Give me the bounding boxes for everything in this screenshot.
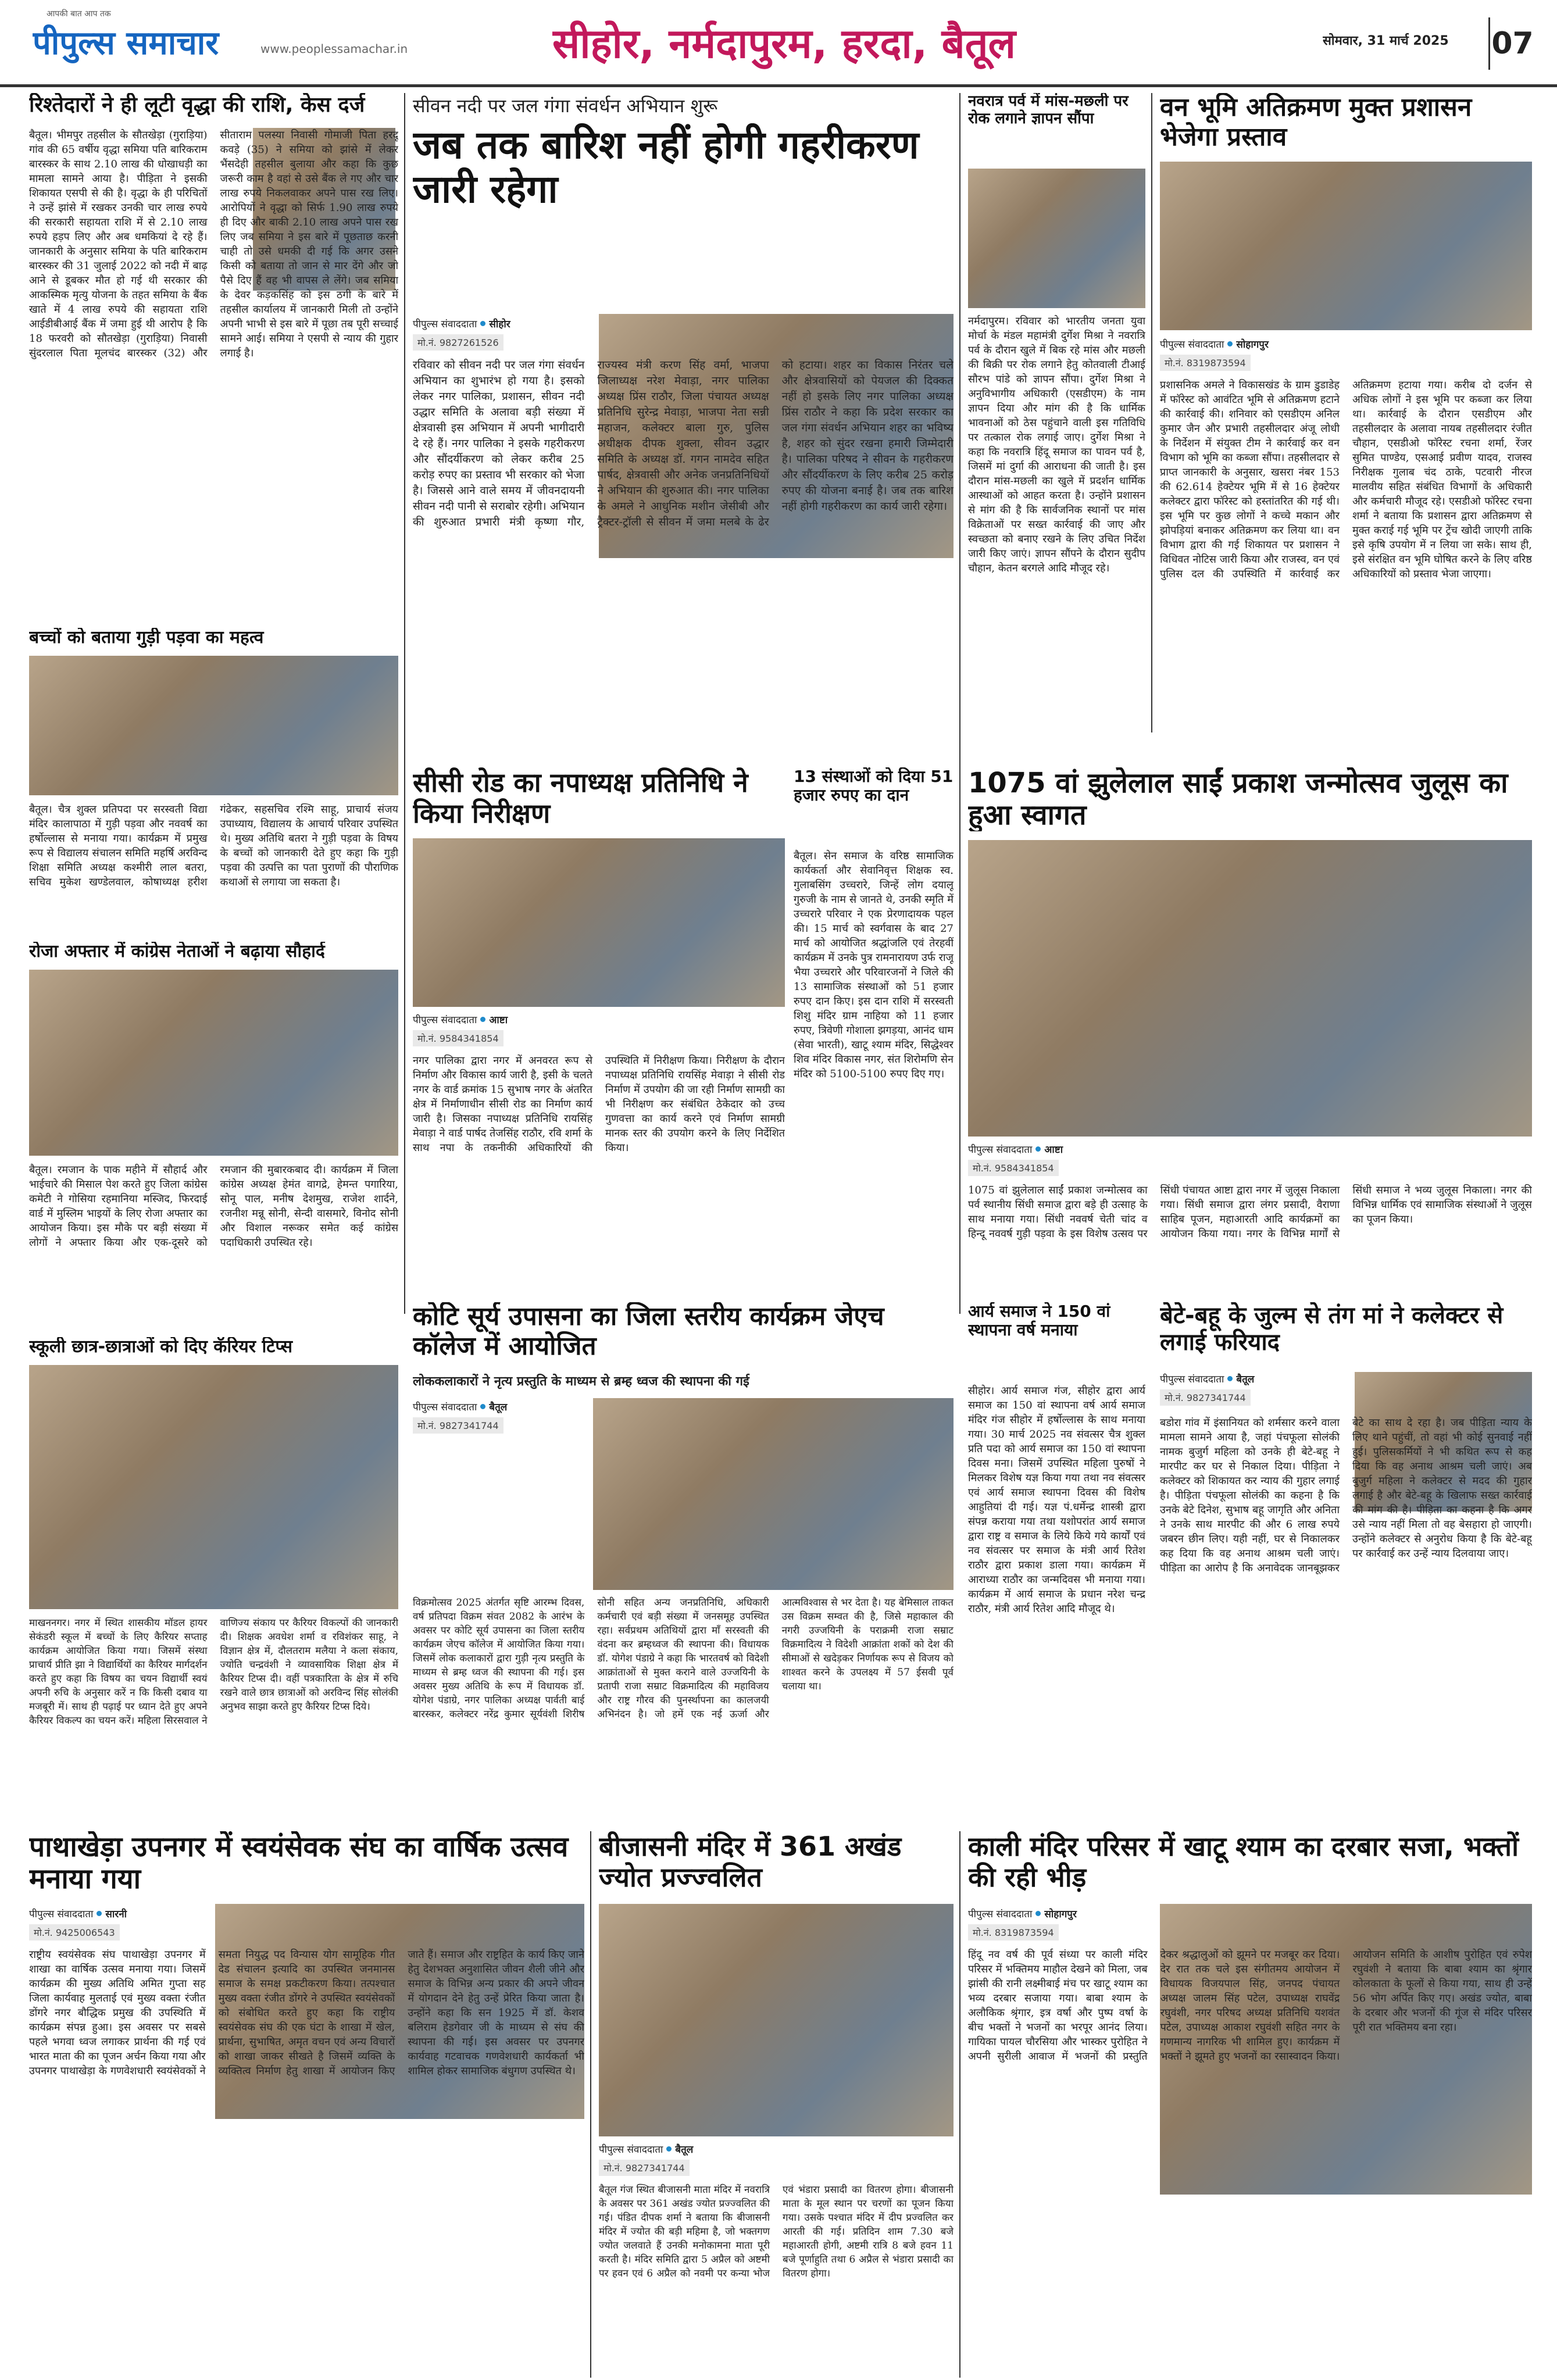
- byline-place: सोहागपुर: [1044, 1909, 1077, 1920]
- article-rss-utsav: [29, 1831, 584, 2372]
- byline-name: पीपुल्स संवाददाता: [413, 1014, 477, 1026]
- article-body: नगर पालिका द्वारा नगर में अनवरत रूप से निर्माण और विकास कार्य जारी है, इसी के चलते नगर के वार्ड क्रमांक 15 सुभाष नगर के अंतरित क्षेत्र में निर्माणाधीन सीसी रोड का निर्माण कार्य जारी है। जिसका नपाध्यक्ष प्रतिनिधि रायसिंह मेवाड़ा ने वार्ड पार्षद तेजसिंह राठौर, रवि शर्मा के साथ नपा के तकनीकी अधिकारियों की उपस्थिति में निरीक्षण किया। निरीक्षण के दौरान नपाध्यक्ष प्रतिनिधि रायसिंह मेवाड़ा ने सीसी रोड निर्माण में उपयोग की जा रही निर्माण सामग्री का भी निरीक्षण कर संबंधित ठेकेदार को उच्च गुणवत्ता का कार्य करने एवं निर्माण सामग्री मानक स्तर की उपयोग करने के लिए निर्देशित किया।: [413, 1055, 785, 1154]
- dot-icon: [1227, 341, 1233, 346]
- byline: [413, 1013, 508, 1026]
- masthead-tagline: आपकी बात आप तक: [47, 9, 111, 19]
- byline-place: आष्टा: [489, 1014, 508, 1026]
- byline-name: पीपुल्स संवाददाता: [413, 319, 477, 330]
- byline: [1160, 337, 1269, 351]
- headline[interactable]: वन भूमि अतिक्रमण मुक्त प्रशासन भेजेगा प्रस्ताव: [1160, 93, 1472, 152]
- article-elder-theft: [29, 93, 398, 605]
- byline: [599, 2142, 693, 2156]
- byline-name: पीपुल्स संवाददाता: [1160, 1374, 1224, 1385]
- page-number: 07: [1488, 17, 1535, 70]
- byline-place: सोहागपुर: [1236, 339, 1269, 351]
- article-donation: [794, 767, 954, 1291]
- mobile-number: मो.नं. 9827341744: [599, 2160, 690, 2176]
- byline-place: सीहोर: [489, 319, 510, 330]
- section-title: सीहोर, नर्मदापुरम, हरदा, बैतूल: [552, 20, 1016, 67]
- byline: [1160, 1372, 1254, 1385]
- column-rule: [959, 1831, 960, 2378]
- mobile-number: मो.नं. 9584341854: [968, 1160, 1059, 1176]
- byline-place: बैतूल: [675, 2144, 694, 2156]
- mobile-number: मो.नं. 9584341854: [413, 1030, 503, 1046]
- article-body: 1075 वां झुलेलाल साईं प्रकाश जन्मोत्सव का पर्व स्थानीय सिंधी समाज द्वारा बड़े ही उत्साह के साथ मनाया गया। सिंधी नववर्ष चेती चांद व हिन्दू नववर्ष गुड़ी पड़वा के इस विशेष उत्सव पर सिंधी पंचायत आष्टा द्वारा नगर में जुलूस निकाला गया। सिंधी समाज द्वारा लंगर प्रसादी, वैराणा साहिब पूजन, महाआरती आदि कार्यक्रमों का आयोजन किया गया। नगर के विभिन्न मार्गों से सिंधी समाज ने भव्य जुलूस निकाला। नगर की विभिन्न धार्मिक एवं सामाजिक संस्थाओं ने जुलूस का पूजन किया।: [968, 1184, 1532, 1240]
- masthead: [0, 0, 1557, 87]
- headline[interactable]: बेटे-बहू के जुल्म से तंग मां ने कलेक्टर से लगाई फरियाद: [1160, 1302, 1504, 1356]
- iftar-photo: [29, 970, 398, 1156]
- article-jhulelal: [968, 767, 1532, 1291]
- article-body: प्रशासनिक अमले ने विकासखंड के ग्राम डुडाडेह में फॉरेस्ट को आवंटित भूमि से अतिक्रमण हटाने की कार्रवाई की। शनिवार को एसडीएम अनिल कुमार जैन और प्रभारी तहसीलदार अंजू लोधी के निर्देशन में संयुक्त टीम ने कार्रवाई कर वन विभाग को भूमि का कब्जा सौंपा। तहसीलदार से प्राप्त जानकारी के अनुसार, खसरा नंबर 153 की 62.614 हेक्टेयर भूमि में से 16 हेक्टेयर कलेक्टर द्वारा फॉरेस्ट को हस्तांतरित की गई थी। इस भूमि पर कुछ लोगों ने कच्चे मकान और झोपड़ियां बनाकर अतिक्रमण कर लिया था। वन विभाग द्वारा की गई शिकायत पर प्रशासन ने विधिवत नोटिस जारी किया और राजस्व, वन एवं पुलिस दल की उपस्थिति में कार्रवाई कर अतिक्रमण हटाया गया। करीब दो दर्जन से अधिक लोगों ने इस भूमि पर कब्जा कर लिया था। कार्रवाई के दौरान एसडीएम और तहसीलदार के अलावा नायब तहसीलदार रंजीत चौहान, एसडीओ फॉरेस्ट रचना शर्मा, रेंजर सुमित पाण्डेय, एसआई प्रवीण यादव, राजस्व निरीक्षक गुलाब चंद ठाके, पटवारी नीरज मालवीय सहित संबंधित विभागों के अधिकारी और कर्मचारी मौजूद रहे। एसडीओ फॉरेस्ट रचना शर्मा ने बताया कि प्रशासन द्वारा अतिक्रमण से मुक्त कराई गई भूमि पर ट्रेंच खोदी जाएगी ताकि इसे कृषि उपयोग में न लिया जा सके। साथ ही, इसे संरक्षित वन भूमि घोषित करने के लिए वरिष्ठ अधिकारियों को प्रस्ताव भेजा जाएगा।: [1160, 379, 1532, 580]
- article-body: नर्मदापुरम। रविवार को भारतीय जनता युवा मोर्चा के मंडल महामंत्री दुर्गेश मिश्रा ने नवरात्रि पर्व के दौरान खुले में बिक रहे मांस और मछली की बिक्री पर रोक लगाने हेतु कोतवाली टीआई सौरभ पांडे को ज्ञापन सौंपा। दुर्गेश मिश्रा ने अनुविभागीय अधिकारी (एसडीएम) के नाम ज्ञापन दिया और मांग की है कि धार्मिक भावनाओं को ठेस पहुंचाने वाली इस गतिविधि पर तत्काल रोक लगाई जाए। दुर्गेश मिश्रा ने कहा कि नवरात्रि हिंदू समाज का पावन पर्व है, जिसमें मां दुर्गा की आराधना की जाती है। इस दौरान मांस-मछली का खुले में प्रदर्शन धार्मिक आस्थाओं को आहत करता है। उन्होंने प्रशासन से मांग की है कि सार्वजनिक स्थानों पर मांस विक्रेताओं पर सख्त कार्रवाई की जाए और स्वच्छता को बनाए रखने के लिए उचित निर्देश जारी किए जाएं। ज्ञापन सौंपने के दौरान सुदीप चौहान, केतन बरगले आदि मौजूद रहे।: [968, 315, 1145, 574]
- mobile-number: मो.नं. 9425006543: [29, 1924, 120, 1941]
- headline[interactable]: बीजासनी मंदिर में 361 अखंड ज्योत प्रज्ज्वलित: [599, 1831, 902, 1893]
- article-body: बैतूल। सेन समाज के वरिष्ठ सामाजिक कार्यकर्ता और सेवानिवृत्त शिक्षक स्व. गुलाबसिंग उच्चरारे, जिन्हें लोग दयालू गुरुजी के नाम से जानते थे, उनकी स्मृति में उच्चरारे परिवार ने एक प्रेरणादायक पहल की। 15 मार्च को स्वर्गवास के बाद 27 मार्च को आयोजित श्रद्धांजलि एवं तेरहवीं कार्यक्रम में उनके पुत्र रामनारायण उर्फ राजू भैया उच्चरारे और परिवारजनों ने जिले की 13 सामाजिक संस्थाओं को 51 हजार रुपए दान किए। इस दान राशि में सरस्वती शिशु मंदिर ग्राम नाहिया को 11 हजार रुपए, त्रिवेणी गोशाला झगड़या, आनंद धाम (सेवा भारती), खाटू श्याम मंदिर, सिद्धेश्वर शिव मंदिर विकास नगर, संत शिरोमणि सेन मंदिर को 5100-5100 रुपए दिए गए।: [794, 850, 954, 1080]
- deck: लोककलाकारों ने नृत्य प्रस्तुति के माध्यम से ब्रम्ह ध्वज की स्थापना की गई: [413, 1374, 749, 1389]
- temple-lamps-photo: [599, 1904, 954, 2136]
- article-body: सीहोर। आर्य समाज गंज, सीहोर द्वारा आर्य समाज का 150 वां स्थापना वर्ष आर्य समाज मंदिर गंज सीहोर में हर्षोल्लास के साथ मनाया गया। 30 मार्च 2025 नव संवत्सर चैत्र शुक्ल प्रति पदा को आर्य समाज का 150 वां स्थापना दिवस मना। जिसमें उपस्थित महिला पुरुषों ने मिलकर विशेष यज्ञ किया गया तथा नव संवत्सर एवं आर्य समाज स्थापना दिवस की विशेष आहुतियां दी गई। यज्ञ पं.धर्मेन्द्र शास्त्री द्वारा संपन्न कराया गया तथा यशोपरांत आर्य समाज द्वारा राष्ट्र व समाज के लिये किये गये कार्यों एवं नव संवत्सर पर समाज के मंत्री आर्य रितेश राठौर द्वारा प्रकाश डाला गया। कार्यक्रम में आराध्या राठौर का जन्मदिवस भी मनाया गया। कार्यक्रम में आर्य समाज के प्रधान नरेश चन्द्र राठौर, मंत्री आर्य रितेश आदि मौजूद थे।: [968, 1385, 1145, 1615]
- byline: [968, 1907, 1077, 1920]
- article-body: बैतूल। रमजान के पाक महीने में सौहार्द और भाईचारे की मिसाल पेश करते हुए जिला कांग्रेस कमेटी ने गोसिया रहमानिया मस्जिद, फिरदाई वार्ड में मुस्लिम भाइयों के लिए रोजा अफ्तार का आयोजन किया। इस मौके पर बड़ी संख्या में लोगों ने अफ्तार किया और एक-दूसरे को रमजान की मुबारकबाद दी। कार्यक्रम में जिला कांग्रेस अध्यक्ष हेमंत वागद्रे, हेमन्त पगारिया, सोनू पाल, मनीष देशमुख, राजेश शार्दने, रजनीश मन्नू सोनी, सेन्दी वासमारे, विनोद सोनी और विशाल नरूकर समेत कई कांग्रेस पदाधिकारी उपस्थित रहे।: [29, 1164, 398, 1249]
- byline: [29, 1907, 127, 1920]
- cultural-dance-photo: [593, 1398, 954, 1590]
- byline-name: पीपुल्स संवाददाता: [968, 1909, 1033, 1920]
- byline-place: सारनी: [105, 1909, 127, 1920]
- column-rule: [1151, 93, 1152, 732]
- gudi-padwa-photo: [29, 656, 398, 795]
- article-navratri-memo: [968, 93, 1145, 750]
- mobile-number: मो.नं. 9827341744: [1160, 1389, 1251, 1406]
- byline-place: बैतूल: [1236, 1374, 1255, 1385]
- byline-name: पीपुल्स संवाददाता: [1160, 339, 1224, 351]
- dot-icon: [97, 1911, 102, 1916]
- headline[interactable]: रोजा अफ्तार में कांग्रेस नेताओं ने बढ़ाया सौहार्द: [29, 942, 325, 962]
- dot-icon: [1227, 1376, 1233, 1381]
- headline[interactable]: जब तक बारिश नहीं होगी गहरीकरण जारी रहेगा: [413, 123, 919, 212]
- kicker: सीवन नदी पर जल गंगा संवर्धन अभियान शुरू: [413, 95, 718, 117]
- issue-date: सोमवार, 31 मार्च 2025: [1323, 34, 1449, 48]
- article-body: रविवार को सीवन नदी पर जल गंगा संवर्धन अभियान का शुभारंभ हो गया है। इसको लेकर नगर पालिका, प्रशासन, सीवन नदी उद्धार समिति के अलावा बड़ी संख्या में क्षेत्रवासी इस अभियान में अपनी भागीदारी दे रहे हैं। नगर पालिका ने इसके गहरीकरण और सौंदर्यीकरण को लेकर करीब 25 करोड़ रुपए का प्रस्ताव भी सरकार को भेजा है। जिससे आने वाले समय में जीवनदायनी सीवन नदी पानी से सराबोर रहेगी। अभियान की शुरुआत प्रभारी मंत्री कृष्णा गौर, राज्यस्व मंत्री करण सिंह वर्मा, भाजपा जिलाध्यक्ष नरेश मेवाड़ा, नगर पालिका अध्यक्ष प्रिंस राठौर, जिला पंचायत अध्यक्ष प्रतिनिधि सुरेन्द्र मेवाड़ा, भाजपा नेता सन्नी महाजन, कलेक्टर बाला गुरु, पुलिस अधीक्षक दीपक शुक्ला, सीवन उद्धार समिति के अध्यक्ष डॉ. गगन नामदेव सहित पार्षद, क्षेत्रवासी और अनेक जनप्रतिनिधियों ने अभियान की शुरुआत की। नगर पालिका के अमले ने आधुनिक मशीन जेसीबी और ट्रैक्टर-ट्रॉली से सीवन में जमा मलबे के ढेर को हटाया। शहर का विकास निरंतर चले और क्षेत्रवासियों को पेयजल की दिक्कत नहीं हो इसके लिए नगर पालिका अध्यक्ष प्रिंस राठौर ने कहा कि प्रदेश सरकार का जल गंगा संवर्धन अभियान शहर का भविष्य है, शहर को सुंदर रखना हमारी जिम्मेदारी है। पालिका परिषद ने सीवन के गहरीकरण और सौंदर्यीकरण के लिए करीब 25 करोड़ रुपए की योजना बनाई है। जब तक बारिश नहीं होगी गहरीकरण का कार्य जारी रहेगा।: [413, 359, 954, 528]
- article-body: बैतूल गंज स्थित बीजासनी माता मंदिर में नवरात्रि के अवसर पर 361 अखंड ज्योत प्रज्ज्वलित की गई। पंडित दीपक शर्मा ने बताया कि बीजासनी मंदिर में ज्योत की बड़ी महिमा है, जो भक्तगण ज्योत जलवाते हैं उनकी मनोकामना माता पूरी करती है। मंदिर समिति द्वारा 5 अप्रैल को अष्टमी पर हवन एवं 6 अप्रैल को नवमी पर कन्या भोज एवं भंडारा प्रसादी का वितरण होगा। बीजासनी माता के मूल स्थान पर चरणों का पूजन किया गया। उसके पश्चात मंदिर में दीप प्रज्वलित कर आरती की गई। प्रतिदिन शाम 7.30 बजे महाआरती होगी, अष्टमी रात्रि 8 बजे हवन 11 बजे पूर्णाहुति तथा 6 अप्रैल से भंडारा प्रसादी का वितरण होगा।: [599, 2184, 954, 2279]
- dot-icon: [1035, 1911, 1041, 1916]
- forest-land-photo: [1160, 162, 1532, 330]
- article-body: माखननगर। नगर में स्थित शासकीय मॉडल हायर सेकंडरी स्कूल में बच्चों के लिए कैरियर सप्ताह कार्यक्रम आयोजित किया गया। जिसमें संस्था प्राचार्य प्रीति झा ने विद्यार्थियों का कैरियर मार्गदर्शन करते हुए कहा कि विषय का चयन विद्यार्थी स्वयं अपनी रुचि के अनुसार करें न कि किसी दबाव या मजबूरी में। साथ ही पढ़ाई पर ध्यान देते हुए अपने कैरियर विकल्प का चयन करें। महिला सिरसवाल ने वाणिज्य संकाय पर कैरियर विकल्पों की जानकारी दी। शिक्षक अवधेश शर्मा व रविशंकर साहू, ने विज्ञान क्षेत्र में, दौलतराम मलैया ने कला संकाय, ज्योति चन्द्रवंशी ने व्यावसायिक शिक्षा क्षेत्र में कैरियर टिप्स दी। वहीं पत्रकारिता के क्षेत्र में रुचि रखने वाले छात्र छात्राओं को अरविन्द सिंह सोलंकी अनुभव साझा करते हुए कैरियर टिप्स दिये।: [29, 1617, 398, 1727]
- headline[interactable]: सीसी रोड का नपाध्यक्ष प्रतिनिधि ने किया निरीक्षण: [413, 767, 748, 829]
- headline[interactable]: स्कूली छात्र-छात्राओं को दिए कॅरियर टिप्स: [29, 1337, 293, 1357]
- dot-icon: [1035, 1146, 1041, 1152]
- masthead-logo[interactable]: पीपुल्स समाचार: [33, 24, 219, 62]
- headline[interactable]: काली मंदिर परिसर में खाटू श्याम का दरबार सजा, भक्तों की रही भीड़: [968, 1831, 1519, 1893]
- article-gudi-padwa: [29, 628, 398, 930]
- mobile-number: मो.नं. 8319873594: [1160, 355, 1251, 371]
- headline[interactable]: पाथाखेड़ा उपनगर में स्वयंसेवक संघ का वार्षिक उत्सव मनाया गया: [29, 1831, 569, 1896]
- mobile-number: मो.नं. 8319873594: [968, 1924, 1059, 1941]
- article-body: हिंदू नव वर्ष की पूर्व संध्या पर काली मंदिर परिसर में भक्तिमय माहौल देखने को मिला, जब झांसी की रानी लक्ष्मीबाई मंच पर खाटू श्याम का भव्य दरबार सजाया गया। बाबा श्याम के अलौकिक श्रृंगार, इत्र वर्षा और पुष्प वर्षा के बीच भक्तों ने भजनों का भरपूर आनंद लिया। गायिका पायल चौरसिया और भास्कर पुरोहित ने अपनी सुरीली आवाज में भजनों की प्रस्तुति देकर श्रद्धालुओं को झूमने पर मजबूर कर दिया। देर रात तक चले इस संगीतमय आयोजन में विधायक विजयपाल सिंह, जनपद पंचायत अध्यक्ष जालम सिंह पटेल, उपाध्यक्ष राघवेंद्र रघुवंशी, नगर परिषद अध्यक्ष प्रतिनिधि यशवंत पटेल, उपाध्यक्ष आकाश रघुवंशी सहित नगर के गणमान्य नागरिक भी शामिल हुए। कार्यक्रम में भक्तों ने झूमते हुए भजनों का रसास्वादन किया। आयोजन समिति के आशीष पुरोहित एवं रुपेश रघुवंशी ने बताया कि बाबा श्याम का श्रृंगार कोलकाता के फूलों से किया गया, साथ ही उन्हें 56 भोग अर्पित किए गए। अखंड ज्योत, बाबा के दरबार और भजनों की गूंज से मंदिर परिसर पूरी रात भक्तिमय बना रहा।: [968, 1949, 1532, 2063]
- dot-icon: [666, 2146, 672, 2152]
- mobile-number: मो.नं. 9827261526: [413, 334, 503, 351]
- article-career-tips: [29, 1337, 398, 1814]
- headline[interactable]: कोटि सूर्य उपासना का जिला स्तरीय कार्यक्रम जेएच कॉलेज में आयोजित: [413, 1302, 884, 1361]
- column-rule: [590, 1831, 591, 2378]
- article-khatu-shyam: [968, 1831, 1532, 2372]
- article-body: बडोरा गांव में इंसानियत को शर्मसार करने वाला मामला सामने आया है, जहां पंचफूला सोलंकी नामक बुजुर्ग महिला को उनके ही बेटे-बहू ने मारपीट कर घर से निकाल दिया। पीड़िता ने कलेक्टर को शिकायत कर न्याय की गुहार लगाई है। पीड़िता पंचफूला सोलंकी का कहना है कि उनके बेटे दिनेश, सुभाष बहू जागृति और अनिता ने उनके साथ मारपीट की और 6 लाख रुपये जबरन छीन लिए। यही नहीं, घर से निकालकर कह दिया कि वह अनाथ आश्रम चली जाएं। पीड़िता का आरोप है कि अनावेदक जानबूझकर बेटे का साथ दे रहा है। जब पीड़िता न्याय के लिए थाने पहुंचीं, तो वहां भी कोई सुनवाई नहीं हुई। पुलिसकर्मियों ने भी कथित रूप से कह दिया कि वह अनाथ आश्रम चली जाएं। अब बुजुर्ग महिला ने कलेक्टर से मदद की गुहार लगाई है और बेटे-बहू के खिलाफ सख्त कार्रवाई की मांग की है। पीड़िता का कहना है कि अगर उसे न्याय नहीं मिला तो वह बेसहारा हो जाएगी। उन्होंने कलेक्टर से अनुरोध किया है कि बेटे-बहू पर कार्रवाई कर उन्हें न्याय दिलवाया जाए।: [1160, 1417, 1532, 1574]
- byline-name: पीपुल्स संवाददाता: [413, 1402, 477, 1413]
- article-mother-complaint: [1160, 1302, 1532, 1820]
- headline[interactable]: बच्चों को बताया गुड़ी पड़वा का महत्व: [29, 628, 264, 648]
- article-cc-road: [413, 767, 785, 1291]
- article-sewan-river: [413, 93, 954, 750]
- article-forest-land: [1160, 93, 1532, 750]
- article-body: राष्ट्रीय स्वयंसेवक संघ पाथाखेड़ा उपनगर में शाखा का वार्षिक उत्सव मनाया गया। जिसमें कार्यक्रम की मुख्य अतिथि अमित गुप्ता सह जिला कार्यवाह मुलताई एवं मुख्य वक्ता रंजीत डोंगरे नगर बौद्धिक प्रमुख की उपस्थिति में कार्यक्रम संपन्न हुआ। इस अवसर पर सबसे पहले भगवा ध्वज लगाकर प्रार्थना की गई एवं भारत माता की का पूजन अर्चन किया गया और उपनगर पाथाखेड़ा के गणवेशधारी स्वयंसेवकों ने समता नियुद्ध पद विन्यास योग सामूहिक गीत देड संचालन इत्यादि का उपस्थित जनमानस समाज के समक्ष प्रकटीकरण किया। तत्पश्चात मुख्य वक्ता रंजीत डोंगरे ने उपस्थित स्वयंसेवकों को संबोधित करते हुए कहा कि राष्ट्रीय स्वयंसेवक संघ की एक घंटा के शाखा में खेल, प्रार्थना, सुभाषित, अमृत वचन एवं अन्य विचारों को शाखा जाकर सीखते है जिसमें व्यक्ति के व्यक्तित्व निर्माण हेतु शाखा में आयोजन किए जाते हैं। समाज और राष्ट्रहित के कार्य किए जाने हेतु देशभक्त अनुशासित जीवन शैली जीने और समाज के विभिन्न अन्य प्रकार की अपने जीवन में योगदान देने हेतु उन्हें प्रेरित किया जाता है। उन्होंने कहा कि सन 1925 में डॉ. केशव बलिराम हेडगेवार जी के माध्यम से संघ की स्थापना की गई। इस अवसर पर उपनगर कार्यवाह गटवाचक गणवेशधारी कार्यकर्ता भी शामिल होकर सामाजिक बंधुगण उपस्थित थे।: [29, 1949, 584, 2077]
- byline-name: पीपुल्स संवाददाता: [29, 1909, 94, 1920]
- byline: [413, 317, 510, 330]
- mobile-number: मो.नं. 9827341744: [413, 1417, 503, 1434]
- byline: [968, 1142, 1063, 1156]
- article-bijasani-temple: [599, 1831, 954, 2372]
- procession-photo: [968, 840, 1532, 1137]
- road-inspection-photo: [413, 838, 785, 1007]
- article-roza-iftar: [29, 942, 398, 1325]
- students-photo: [29, 1365, 398, 1609]
- column-rule: [959, 93, 960, 1314]
- column-rule: [404, 93, 405, 1314]
- headline[interactable]: रिश्तेदारों ने ही लूटी वृद्धा की राशि, केस दर्ज: [29, 93, 365, 117]
- website-url[interactable]: www.peoplessamachar.in: [260, 42, 408, 56]
- byline-name: पीपुल्स संवाददाता: [599, 2144, 663, 2156]
- article-body: बैतूल। भीमपुर तहसील के सौतखेड़ा (गुराड़िया) गांव की 65 वर्षीय वृद्धा समिया पति बारिकराम बारस्कर के साथ 2.10 लाख की धोखाधड़ी का मामला सामने आया है। पीड़िता ने इसकी शिकायत एसपी से की है। वृद्धा के ही परिचितों ने उन्हें झांसे में रखकर उनकी चार लाख रुपये की सरकारी सहायता राशि में से 2.10 लाख रुपये हड़प लिए और अब धमकियां दे रहे हैं। जानकारी के अनुसार समिया के पति बारिकराम बारस्कर की 31 जुलाई 2022 को नदी में बाढ़ आने से डूबकर मौत हो गई थी सरकार की आकस्मिक मृत्यु योजना के तहत समिया के बैंक खाते में 4 लाख रुपये की सहायता राशि आईडीबीआई बैंक में जमा हुई थी आरोप है कि 18 फरवरी को सौतखेड़ा (गुराड़िया) निवासी सुंदरलाल पिता मूलचंद बारस्कर (32) और सीताराम पलस्या निवासी गोमाजी पिता हरदू कवड़े (35) ने समिया को झांसे में लेकर भैंसदेही तहसील बुलाया और कहा कि कुछ जरूरी काम है वहां से उसे बैंक ले गए और चार लाख रुपये निकलवाकर अपने पास रख लिए। आरोपियों ने वृद्धा को सिर्फ 1.90 लाख रुपये ही दिए और बाकी 2.10 लाख अपने पास रख लिए जब समिया ने इस बारे में पूछताछ करनी चाही तो उसे धमकी दी गई कि अगर उसने किसी को बताया तो जान से मार देंगे और जो पैसे दिए हैं वह भी वापस ले लेंगे। जब समिया के देवर कड़कसिंह को इस ठगी के बारे में तहसील कार्यालय में जानकारी मिली तो उन्होंने अपनी भाभी से इस बारे में पूछा तब पूरी सच्चाई सामने आई। समिया ने एसपी से न्याय की गुहार लगाई है।: [29, 129, 398, 359]
- article-body: बैतूल। चैत्र शुक्ल प्रतिपदा पर सरस्वती विद्या मंदिर कालापाठा में गुड़ी पड़वा और नववर्ष का हर्षोल्लास से मनाया गया। कार्यक्रम में प्रमुख रूप से विद्यालय संचालन समिति महर्षि अरविन्द शिक्षा समिति अध्यक्ष कश्मीरी लाल बतरा, सचिव मुकेश खण्डेलवाल, कोषाध्यक्ष हरीश गंढेकर, सहसचिव रश्मि साहू, प्राचार्य संजय उपाध्याय, विद्यालय के आचार्य परिवार उपस्थित थे। मुख्य अतिथि बतरा ने गुड़ी पड़वा के विषय के बच्चों को जानकारी देते हुए कहा कि गुड़ी पड़वा की उत्पत्ति का पता पुराणों की पौराणिक कथाओं से लगाया जा सकता है।: [29, 803, 398, 888]
- byline: [413, 1400, 507, 1413]
- dot-icon: [480, 1404, 485, 1409]
- byline-name: पीपुल्स संवाददाता: [968, 1144, 1033, 1156]
- dot-icon: [480, 321, 485, 326]
- memo-photo: [968, 169, 1145, 308]
- headline[interactable]: 13 संस्थाओं को दिया 51 हजार रुपए का दान: [794, 767, 954, 805]
- article-surya-upasana: [413, 1302, 954, 1820]
- headline[interactable]: नवरात्र पर्व में मांस-मछली पर रोक लगाने ज्ञापन सौंपा: [968, 93, 1129, 127]
- article-arya-samaj: [968, 1302, 1145, 1820]
- article-body: विक्रमोत्सव 2025 अंतर्गत सृष्टि आरम्भ दिवस, वर्ष प्रतिपदा विक्रम संवत 2082 के आरंभ के अवसर पर कोटि सूर्य उपासना का जिला स्तरीय कार्यक्रम जेएच कॉलेज में आयोजित किया गया। जिसमें लोक कलाकारों द्वारा गुड़ी नृत्य प्रस्तुति के माध्यम से ब्रम्ह ध्वज की स्थापना की गई। इस अवसर मुख्य अतिथि के रूप में विधायक डॉ. योगेश पंडाग्रे, नगर पालिका अध्यक्ष पार्वती बाई बारस्कर, कलेक्टर नरेंद्र कुमार सूर्यवंशी शिरीष सोनी सहित अन्य जनप्रतिनिधि, अधिकारी कर्मचारी एवं बड़ी संख्या में जनसमूह उपस्थित रहा। सर्वप्रथम अतिथियों द्वारा माँ सरस्वती की वंदना कर ब्रम्हध्वज की स्थापना की। विधायक डॉ. योगेश पंडाग्रे ने कहा कि भारतवर्ष को विदेशी आक्रांताओं से मुक्त कराने वाले उज्जयिनी के प्रतापी राजा सम्राट विक्रमादित्य की महाविजय और राष्ट्र गौरव की पुनर्स्थापना का कालजयी अभिनंदन है। जो हमें एक नई ऊर्जा और आत्मविश्वास से भर देता है। यह बेमिसाल ताकत उस विक्रम सम्वत की है, जिसे महाकाल की नगरी उज्जयिनी के पराक्रमी राजा सम्राट विक्रमादित्य ने विदेशी आक्रांता शकों को देश की सीमाओं से खदेड़कर निर्णायक रूप से विजय को शाश्वत करने के उपलक्ष्य में 57 ईसवी पूर्व चलाया था।: [413, 1597, 954, 1720]
- headline[interactable]: आर्य समाज ने 150 वां स्थापना वर्ष मनाया: [968, 1302, 1110, 1340]
- dot-icon: [480, 1017, 485, 1022]
- headline[interactable]: 1075 वां झुलेलाल साईं प्रकाश जन्मोत्सव जुलूस का हुआ स्वागत: [968, 767, 1508, 832]
- byline-place: आष्टा: [1044, 1144, 1063, 1156]
- byline-place: बैतूल: [489, 1402, 508, 1413]
